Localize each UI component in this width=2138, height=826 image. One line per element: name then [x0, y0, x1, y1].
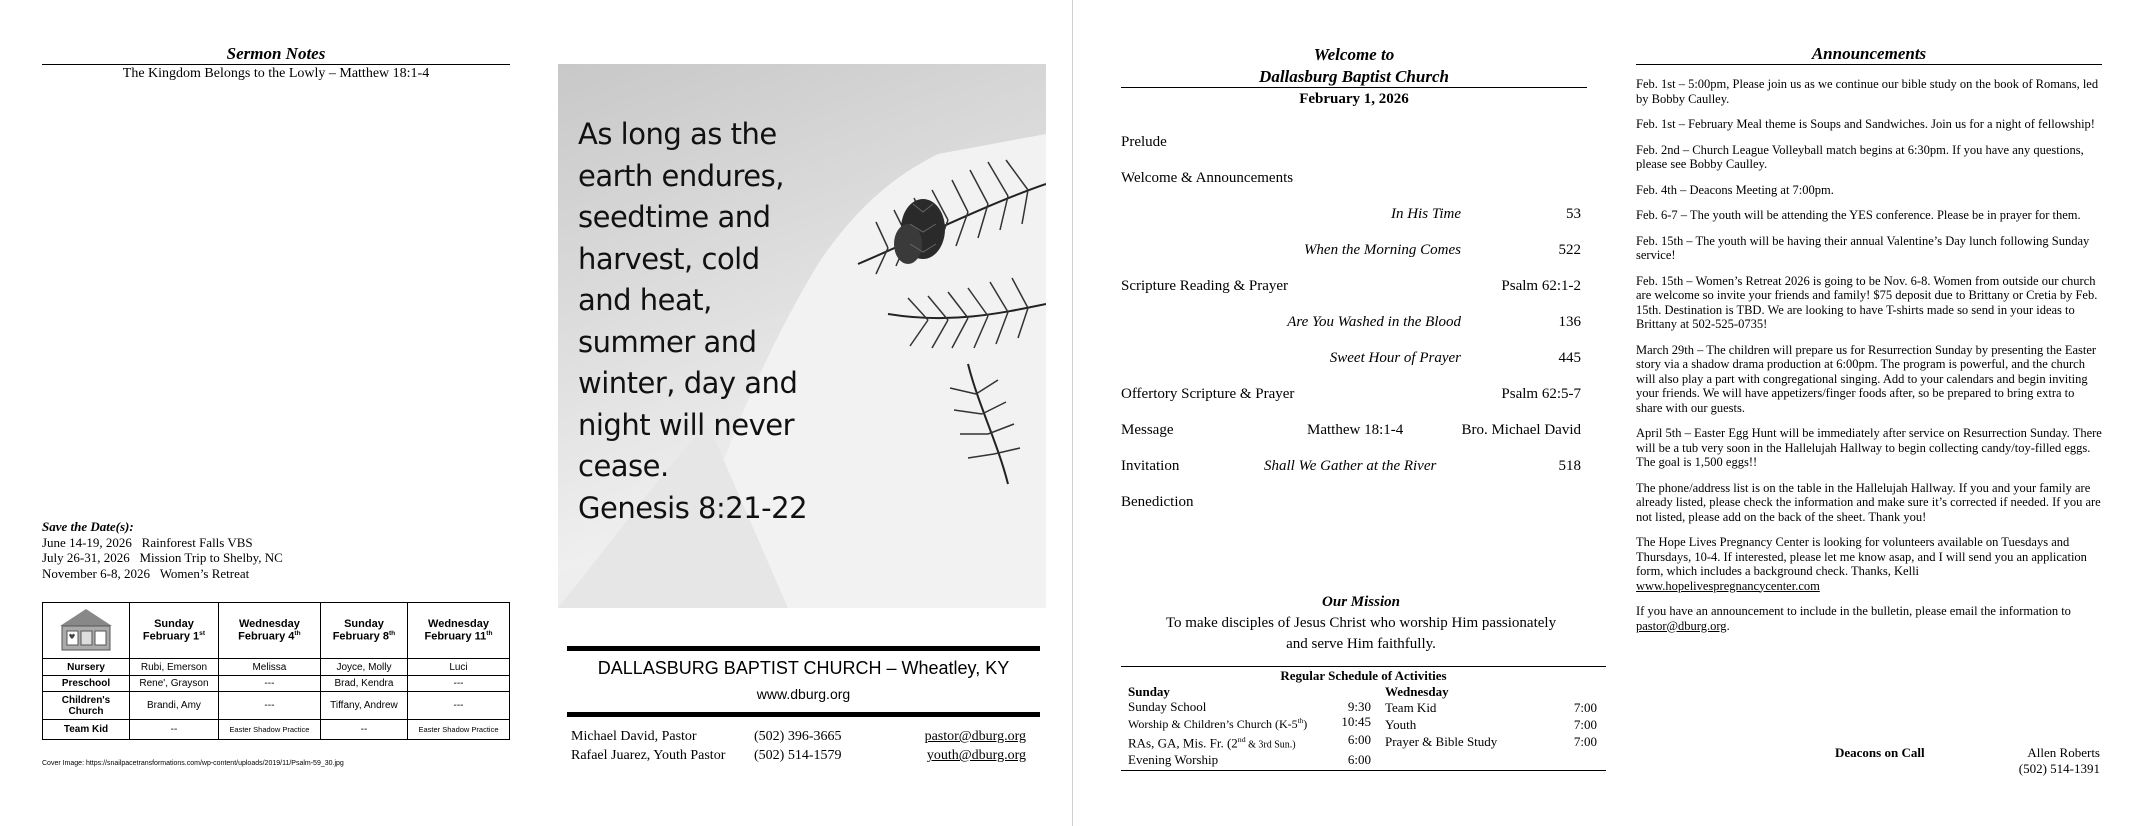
announcement-item: If you have an announcement to include in the bulletin, please email the information to pastor@dburg.org.: [1636, 604, 2071, 633]
sunday-schedule: Sunday Sunday School 9:30 Worship & Children’s Church (K-5th) 10:45 RAs, GA, Mis. Fr. (2nd & 3rd Sun.) 6:00 Evening Worship 6:00: [1128, 684, 1371, 768]
church-website: www.dburg.org: [756, 686, 851, 702]
sermon-subtitle: The Kingdom Belongs to the Lowly – Matthew 18:1-4: [122, 66, 430, 81]
church-kids-logo: [43, 603, 130, 659]
schedule-item: Youth 7:00: [1385, 717, 1597, 732]
church-rule-top: [567, 646, 1040, 651]
volunteer-table: [42, 602, 510, 740]
welcome-rule: [1121, 87, 1587, 88]
order-item: Message Matthew 18:1-4 Bro. Michael David: [1121, 422, 1581, 438]
schedule-item: Sunday School 9:30: [1128, 699, 1371, 714]
sermon-notes-title: Sermon Notes: [226, 44, 326, 63]
announcement-item: April 5th – Easter Egg Hunt will be immediately after service on Resurrection Sunday. There will be a tub very soon in the Hallelujah Hallway to begin collecting candy/toy-filled eggs. The goal is 1,500 eggs!!: [1636, 426, 2102, 469]
welcome-heading: Welcome to Dallasburg Baptist Church: [1259, 45, 1449, 86]
announcements-rule: [1636, 64, 2102, 65]
church-rule-bottom: [567, 712, 1040, 717]
youth-email-link[interactable]: youth@dburg.org: [926, 748, 1026, 763]
announcement-item: Feb. 1st – February Meal theme is Soups and Sandwiches. Join us for a night of fellowship!: [1636, 117, 2095, 131]
save-the-dates: [42, 519, 283, 581]
table-row: Nursery Rubi, Emerson Melissa Joyce, Molly Luci: [43, 659, 510, 676]
schedule-item: Team Kid 7:00: [1385, 700, 1597, 715]
service-date: February 1, 2026: [1299, 91, 1409, 107]
announcement-item: Feb. 15th – The youth will be having their annual Valentine’s Day lunch following Sunday service!: [1636, 233, 2090, 262]
vol-header-col: Sunday February 1st: [130, 603, 219, 659]
announcement-item: Feb. 2nd – Church League Volleyball match begins at 6:30pm. If you have any questions, please see Bobby Caulley.: [1636, 142, 2084, 171]
table-row: Preschool Rene', Grayson --- Brad, Kendra ---: [43, 676, 510, 692]
order-item: Benediction: [1121, 494, 1194, 510]
deacons-on-call-label: Deacons on Call: [1835, 745, 1925, 760]
announcement-item: Feb. 15th – Women’s Retreat 2026 is going to be Nov. 6-8. Women from outside our church are welcome so invite your friends and family! $75 deposit due to Brittany or Cretia by Feb. 15th. Destination is TBD. We are looking to have T-shirts made so send in your ideas to Brittany at 502-525-0735!: [1636, 273, 2098, 331]
announcement-item: The Hope Lives Pregnancy Center is looking for volunteers available on Tuesdays and Thursdays, 10-4. If interested, please let me know asap, and I will send you an application form, which includes a background check. Thanks, Kelli www.hopelivespregnancycenter.com: [1636, 535, 2087, 593]
sermon-notes-rule: [42, 64, 510, 65]
cover-verse-reference: Genesis 8:21-22: [578, 490, 808, 525]
schedule-rule-bottom: [1121, 770, 1606, 771]
page-fold: [1072, 0, 1073, 826]
vol-header-col: Sunday February 8th: [320, 603, 407, 659]
schedule-title: Regular Schedule of Activities: [1280, 668, 1447, 683]
schedule-rule-top: [1121, 666, 1606, 667]
announcement-item: Feb. 1st – 5:00pm, Please join us as we continue our bible study on the book of Romans, led by Bobby Caulley.: [1636, 77, 2099, 106]
cover-image: [558, 64, 1046, 608]
announcement-item: Feb. 4th – Deacons Meeting at 7:00pm.: [1636, 182, 1834, 197]
kids-logo-icon: [56, 606, 116, 652]
schedule-item: Worship & Children’s Church (K-5th) 10:45: [1128, 714, 1371, 731]
announcement-item: The phone/address list is on the table in the Hallelujah Hallway. If you and your family are already listed, please check the information and make sure it’s corrected if needed. If you are not listed, please add on the back of the sheet. Thank you!: [1636, 480, 2101, 524]
order-item: Prelude: [1121, 134, 1167, 150]
table-row: Team Kid -- Easter Shadow Practice -- Easter Shadow Practice: [43, 720, 510, 740]
save-date-item: June 14-19, 2026 Rainforest Falls VBS: [42, 534, 253, 550]
vol-header-col: Wednesday February 11th: [408, 603, 510, 659]
cover-verse: As long as the earth endures, seedtime and harvest, cold and heat, summer and winter, day and night will never cease. Genesis 8:21-22: [578, 114, 807, 529]
bulletin-email-link[interactable]: pastor@dburg.org: [1636, 618, 1727, 633]
staff-row: Michael David, Pastor (502) 396-3665 pastor@dburg.org: [571, 729, 1026, 744]
order-item: Invitation Shall We Gather at the River 518: [1121, 458, 1581, 474]
cover-credit: Cover Image: https://snailpacetransformations.com/wp-content/uploads/2019/11/Psalm-59_30.jpg: [42, 760, 344, 767]
announcement-item: Feb. 6-7 – The youth will be attending the YES conference. Please be in prayer for them.: [1636, 208, 2081, 222]
pregnancy-center-link[interactable]: www.hopelivespregnancycenter.com: [1636, 578, 1820, 593]
staff-list: [571, 727, 1026, 765]
mission-statement: Our Mission To make disciples of Jesus Christ who worship Him passionately and serve Him faithfully.: [1165, 594, 1557, 652]
pastor-email-link[interactable]: pastor@dburg.org: [924, 729, 1026, 744]
wednesday-schedule: Wednesday Team Kid 7:00 Youth 7:00 Prayer & Bible Study 7:00: [1385, 684, 1597, 749]
schedule-item: RAs, GA, Mis. Fr. (2nd & 3rd Sun.) 6:00: [1128, 732, 1371, 751]
save-date-item: July 26-31, 2026 Mission Trip to Shelby, NC: [42, 550, 283, 565]
table-row: Children's Church Brandi, Amy --- Tiffany, Andrew ---: [43, 692, 510, 720]
church-name: DALLASBURG BAPTIST CHURCH – Wheatley, KY: [597, 658, 1010, 678]
staff-row: Rafael Juarez, Youth Pastor (502) 514-1579 youth@dburg.org: [571, 748, 1026, 763]
schedule-item: Evening Worship 6:00: [1128, 752, 1371, 768]
save-dates-title: Save the Date(s):: [42, 519, 134, 534]
announcements-list: [1636, 77, 2102, 644]
order-item: Scripture Reading & Prayer Psalm 62:1-2: [1121, 278, 1581, 294]
vol-header-col: Wednesday February 4th: [218, 603, 320, 659]
announcements-title: Announcements: [1811, 44, 1927, 63]
schedule-item: Prayer & Bible Study 7:00: [1385, 734, 1597, 749]
announcement-item: March 29th – The children will prepare us for Resurrection Sunday by presenting the Easter story via a shadow drama production at 6:00pm. The program is powerful, and the church will also play a part with congregational singing. Add to your calendars and begin inviting your friends. We will have appetizers/finger foods after, so be prepared to bring extra to share with our guests.: [1636, 342, 2097, 415]
order-item: Offertory Scripture & Prayer Psalm 62:5-7: [1121, 386, 1581, 402]
order-item: Welcome & Announcements: [1121, 170, 1294, 186]
save-date-item: November 6-8, 2026 Women’s Retreat: [42, 565, 250, 581]
deacon-contact: Allen Roberts (502) 514-1391: [2018, 745, 2100, 776]
